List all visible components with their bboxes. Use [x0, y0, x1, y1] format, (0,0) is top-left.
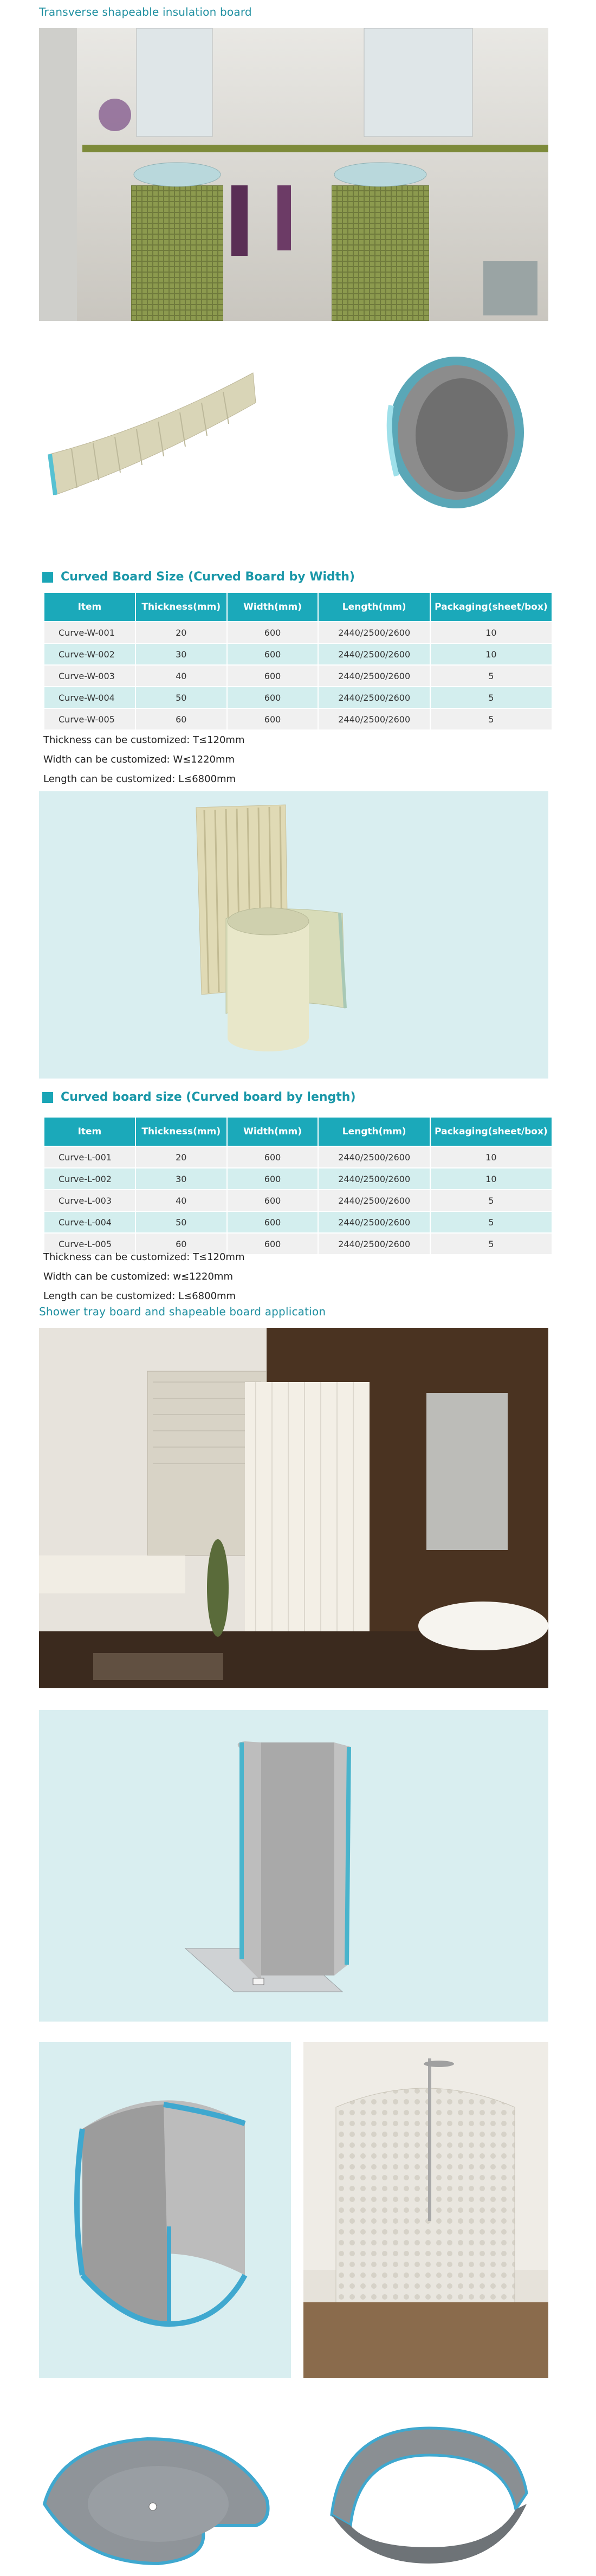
table-row: [44, 1168, 552, 1190]
col-width: Width(mm): [227, 592, 319, 622]
cell: 600: [227, 1211, 319, 1233]
note-length: Length can be customized: L≤6800mm: [43, 1290, 236, 1302]
square-bullet-icon: [42, 572, 53, 583]
cell: 50: [135, 687, 227, 708]
col-width: Width(mm): [227, 1117, 319, 1146]
note-width: Width can be customized: W≤1220mm: [43, 754, 235, 765]
bathroom-basins-photo: [39, 28, 548, 321]
cell: 2440/2500/2600: [318, 708, 430, 730]
cell: 30: [135, 1168, 227, 1190]
cell: Curve-W-002: [44, 643, 135, 665]
col-item: Item: [44, 1117, 135, 1146]
table-row: [44, 643, 552, 665]
cell: Curve-L-002: [44, 1168, 135, 1190]
cell: 5: [430, 1190, 552, 1211]
cell: 600: [227, 1146, 319, 1168]
cell: 10: [430, 1168, 552, 1190]
cell: 10: [430, 643, 552, 665]
table-header-row: [44, 1117, 552, 1146]
cell: 5: [430, 665, 552, 687]
spiral-shower-render: [39, 2042, 291, 2378]
table-length-notes: [43, 1248, 245, 1306]
cell: 600: [227, 687, 319, 708]
col-packaging: Packaging(sheet/box): [430, 592, 552, 622]
cell: 600: [227, 622, 319, 643]
cell: 600: [227, 708, 319, 730]
cell: 2440/2500/2600: [318, 643, 430, 665]
cell: 30: [135, 643, 227, 665]
table-row: [44, 622, 552, 643]
cell: Curve-W-005: [44, 708, 135, 730]
curved-length-table: [43, 1116, 553, 1255]
cell: Curve-W-004: [44, 687, 135, 708]
cell: 2440/2500/2600: [318, 1233, 430, 1255]
table-length-heading: [42, 1090, 356, 1104]
table-length-title: Curved board size (Curved board by length): [61, 1090, 356, 1104]
cell: 5: [430, 687, 552, 708]
cell: 2440/2500/2600: [318, 1190, 430, 1211]
shower-room-photo: [39, 1328, 548, 1688]
table-row: [44, 687, 552, 708]
table-width-notes: [43, 731, 245, 789]
shower-enclosure-render: [39, 1710, 548, 2022]
note-thickness: Thickness can be customized: T≤120mm: [43, 1251, 245, 1263]
col-length: Length(mm): [318, 592, 430, 622]
table-header-row: [44, 592, 552, 622]
cell: Curve-L-005: [44, 1233, 135, 1255]
col-packaging: Packaging(sheet/box): [430, 1117, 552, 1146]
section-title-shower-tray: Shower tray board and shapeable board application: [39, 1305, 326, 1318]
cell: 10: [430, 1146, 552, 1168]
cell: 5: [430, 1211, 552, 1233]
col-thickness: Thickness(mm): [135, 1117, 227, 1146]
col-thickness: Thickness(mm): [135, 592, 227, 622]
cell: Curve-L-004: [44, 1211, 135, 1233]
note-length: Length can be customized: L≤6800mm: [43, 773, 236, 785]
cell: 50: [135, 1211, 227, 1233]
cell: 40: [135, 1190, 227, 1211]
round-shower-trays-render: [39, 2396, 548, 2569]
note-thickness: Thickness can be customized: T≤120mm: [43, 734, 245, 746]
cell: 5: [430, 708, 552, 730]
cell: Curve-L-003: [44, 1190, 135, 1211]
cell: 10: [430, 622, 552, 643]
cell: 2440/2500/2600: [318, 1168, 430, 1190]
cell: 2440/2500/2600: [318, 687, 430, 708]
table-row: [44, 665, 552, 687]
tiled-round-shower-photo: [303, 2042, 548, 2378]
cell: 2440/2500/2600: [318, 622, 430, 643]
square-bullet-icon: [42, 1092, 53, 1103]
cell: 5: [430, 1233, 552, 1255]
cell: Curve-W-003: [44, 665, 135, 687]
cell: 60: [135, 708, 227, 730]
curved-board-samples-photo: [39, 340, 548, 519]
cell: 600: [227, 665, 319, 687]
board-roll-render: [39, 791, 548, 1079]
cell: 2440/2500/2600: [318, 1211, 430, 1233]
cell: 600: [227, 1168, 319, 1190]
cell: 600: [227, 643, 319, 665]
table-row: [44, 708, 552, 730]
table-width-title: Curved Board Size (Curved Board by Width): [61, 570, 355, 584]
cell: 2440/2500/2600: [318, 665, 430, 687]
cell: 60: [135, 1233, 227, 1255]
cell: 600: [227, 1233, 319, 1255]
cell: 2440/2500/2600: [318, 1146, 430, 1168]
cell: 20: [135, 1146, 227, 1168]
table-row: [44, 1146, 552, 1168]
col-length: Length(mm): [318, 1117, 430, 1146]
table-row: [44, 1190, 552, 1211]
cell: 40: [135, 665, 227, 687]
col-item: Item: [44, 592, 135, 622]
table-width-heading: [42, 570, 355, 584]
note-width: Width can be customized: w≤1220mm: [43, 1271, 233, 1282]
cell: 20: [135, 622, 227, 643]
curved-width-table: [43, 592, 553, 731]
cell: Curve-W-001: [44, 622, 135, 643]
cell: 600: [227, 1190, 319, 1211]
section-title-transverse: Transverse shapeable insulation board: [39, 5, 252, 18]
table-row: [44, 1211, 552, 1233]
cell: Curve-L-001: [44, 1146, 135, 1168]
